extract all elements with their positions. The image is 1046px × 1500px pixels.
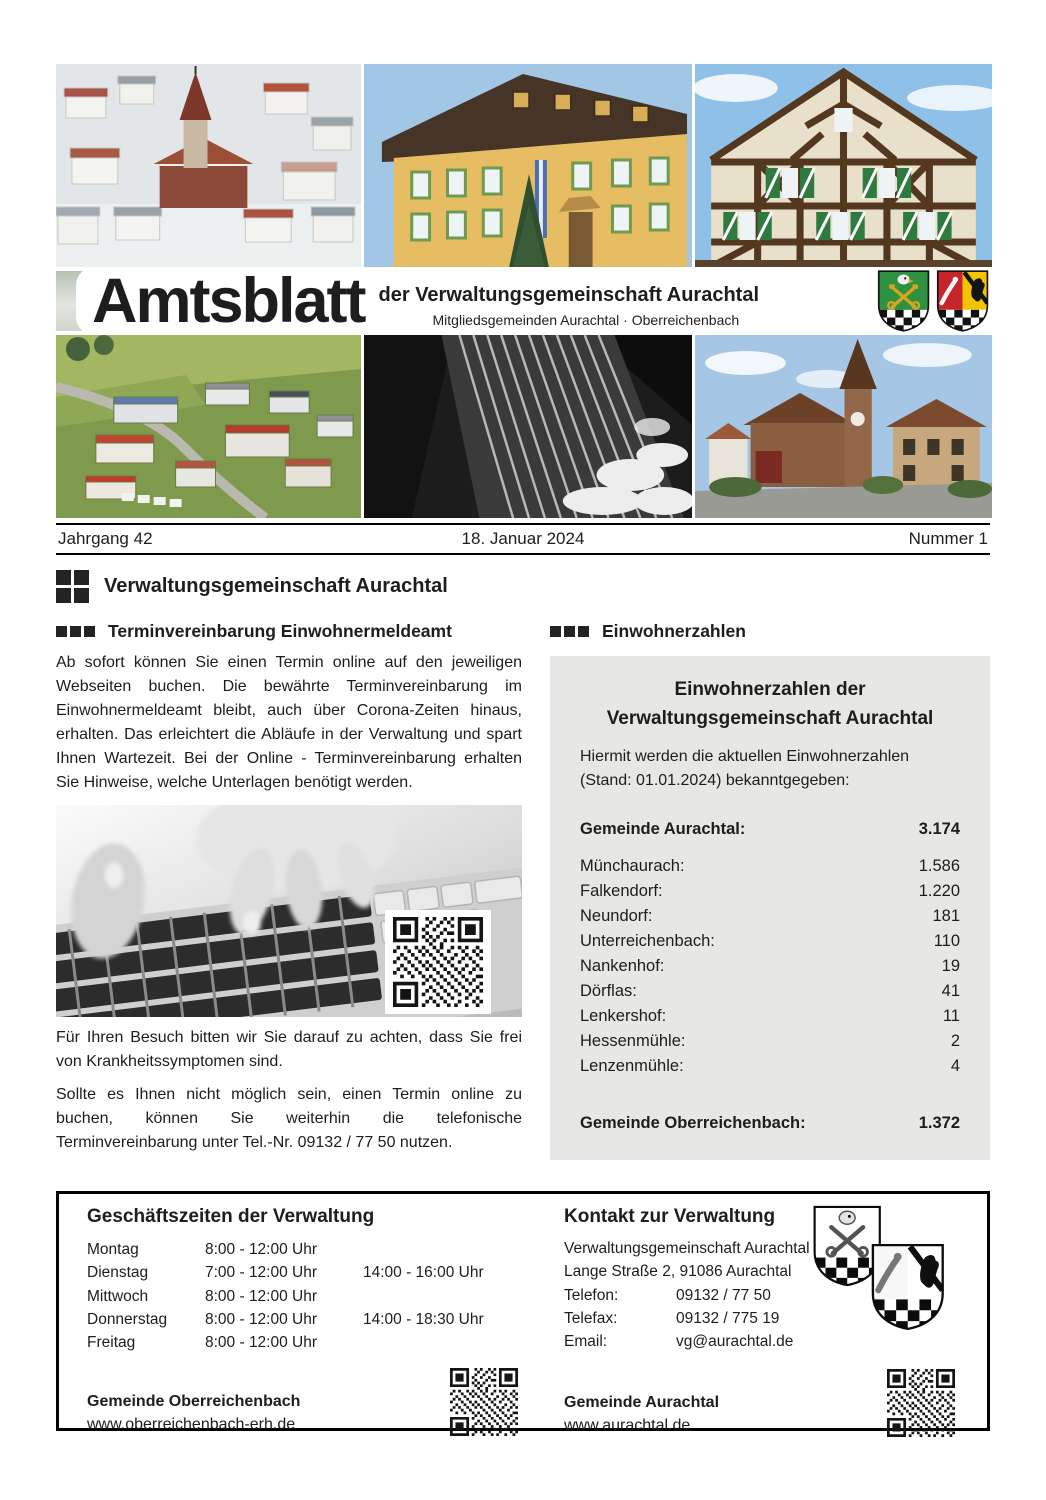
article-heading-row [550, 621, 990, 642]
table-row: Unterreichenbach: 110 [580, 932, 960, 950]
municipality-url-link[interactable]: www.aurachtal.de [564, 1417, 691, 1435]
article-paragraph-1: Ab sofort können Sie einen Termin online auf den jeweiligen Webseiten buchen. Die bewährte Terminvereinbarung im Einwohnermeldeamt bleibt, auch über Corona-Zeiten hinaus, erhalten. Das erleichtert die Abläufe in der Verwaltung und spart Ihnen Wartezeit. Bei der Online - Terminvereinbarung erhalten Sie Hinweise, welche Unterlagen benötigt werden. [56, 654, 522, 791]
issue-number: Nummer 1 [908, 529, 988, 548]
aurachtal-footer [564, 1369, 959, 1437]
table-row: Gemeinde Oberreichenbach: 1.372 [580, 1114, 960, 1132]
photo-row-top [56, 64, 990, 267]
info-box [56, 1191, 990, 1435]
phone-number: 09132 / 77 50 [676, 1286, 771, 1304]
table-row: Dörflas: 41 [580, 982, 960, 1000]
contact-details [564, 1237, 959, 1353]
population-box [550, 656, 990, 1160]
masthead-subtitle-block [379, 274, 759, 328]
article-paragraph-2: Für Ihren Besuch bitten wir Sie darauf zu achten, dass Sie frei von Krankheitssymptomen sind. [56, 1029, 522, 1070]
population-intro: Hiermit werden die aktuellen Einwohnerzahlen (Stand: 01.01.2024) bekanntgegeben: [580, 748, 910, 789]
municipality-name: Gemeinde Oberreichenbach [87, 1392, 301, 1410]
photo-row-bottom [56, 335, 990, 518]
photo-half-timbered-house [695, 64, 992, 267]
masthead [56, 267, 990, 335]
photo-church-street-scene [695, 335, 992, 518]
hours-row: Montag 8:00 - 12:00 Uhr [87, 1241, 318, 1258]
aurachtal-coat-of-arms-icon [876, 269, 931, 333]
population-box-title: Einwohnerzahlen der Verwaltungsgemeinschaft Aurachtal [606, 679, 934, 729]
content-columns [56, 621, 990, 1181]
photo-rathaus-building [364, 64, 692, 267]
article-paragraph-3: Sollte es Ihnen nicht möglich sein, einen Termin online zu buchen, können Sie weiterhin die telefonische Terminvereinbarung unter Tel.-Nr. 09132 / 77 50 nutzen. [56, 1086, 522, 1151]
table-row: Neundorf: 181 [580, 907, 960, 925]
article-einwohnerzahlen [550, 621, 990, 1181]
table-row: Falkendorf: 1.220 [580, 882, 960, 900]
section-header [56, 570, 990, 603]
email-link[interactable]: vg@aurachtal.de [676, 1333, 794, 1350]
volume-label: Jahrgang 42 [58, 529, 153, 548]
municipality-name: Gemeinde Aurachtal [564, 1393, 720, 1411]
municipality-url-link[interactable]: www.oberreichenbach-erh.de [87, 1416, 296, 1434]
contact-fax-row: Telefax: 09132 / 775 19 [564, 1307, 959, 1330]
section-marker-icon [550, 626, 589, 637]
hours-row: Donnerstag 8:00 - 12:00 Uhr 14:00 - 18:30 Uhr [87, 1310, 484, 1328]
squares-grid-icon [56, 570, 89, 603]
section-marker-icon [56, 626, 95, 637]
office-hours-panel [87, 1206, 518, 1437]
photo-weir-waterfall-bw [364, 335, 692, 518]
dateline [56, 523, 990, 555]
qr-code-oberreichenbach [450, 1368, 518, 1436]
table-row: Gemeinde Aurachtal: 3.174 [580, 820, 960, 838]
oberreichenbach-footer [87, 1368, 518, 1436]
hours-row: Mittwoch 8:00 - 12:00 Uhr [87, 1287, 318, 1305]
table-row: Münchaurach: 1.586 [580, 857, 960, 875]
table-row: Nankenhof: 19 [580, 957, 960, 975]
table-row: Lenkershof: 11 [580, 1007, 960, 1025]
contact-heading: Kontakt zur Verwaltung [564, 1206, 776, 1227]
section-title: Verwaltungsgemeinschaft Aurachtal [104, 575, 448, 597]
photo-industrial-area-aerial [56, 335, 361, 518]
issue-date: 18. Januar 2024 [461, 529, 585, 548]
hours-row: Dienstag 7:00 - 12:00 Uhr 14:00 - 16:00 Uhr [87, 1264, 484, 1282]
contact-phone-row: Telefon: 09132 / 77 50 [564, 1284, 959, 1307]
article-title: Einwohnerzahlen [602, 621, 746, 641]
masthead-subtitle: der Verwaltungsgemeinschaft Aurachtal [378, 284, 759, 306]
article-terminvereinbarung [56, 621, 522, 1181]
article-title: Terminvereinbarung Einwohnermeldeamt [108, 621, 452, 641]
masthead-members-line: Mitgliedsgemeinden Aurachtal · Oberreichenbach [432, 312, 740, 328]
hours-row: Freitag 8:00 - 12:00 Uhr [87, 1334, 318, 1351]
article-heading-row [56, 621, 522, 642]
office-hours-table [87, 1238, 518, 1354]
photo-snowy-village-aerial [56, 64, 361, 267]
fax-number: 09132 / 775 19 [676, 1309, 780, 1327]
contact-email-row: Email: vg@aurachtal.de [564, 1330, 959, 1353]
office-hours-heading: Geschäftszeiten der Verwaltung [87, 1206, 375, 1227]
masthead-band [76, 267, 990, 335]
masthead-coats-of-arms [876, 269, 990, 333]
qr-code-aurachtal [887, 1369, 955, 1437]
contact-name: Verwaltungsgemeinschaft Aurachtal [564, 1240, 810, 1257]
newsletter-title: Amtsblatt [92, 265, 365, 336]
photo-keyboard-typing [56, 805, 522, 1017]
population-table [580, 817, 960, 1136]
oberreichenbach-coat-of-arms-icon [935, 269, 990, 333]
table-row: Hessenmühle: 2 [580, 1032, 960, 1050]
contact-address: Lange Straße 2, 91086 Aurachtal [564, 1263, 792, 1281]
table-row: Lenzenmühle: 4 [580, 1057, 960, 1075]
contact-panel [528, 1206, 959, 1437]
